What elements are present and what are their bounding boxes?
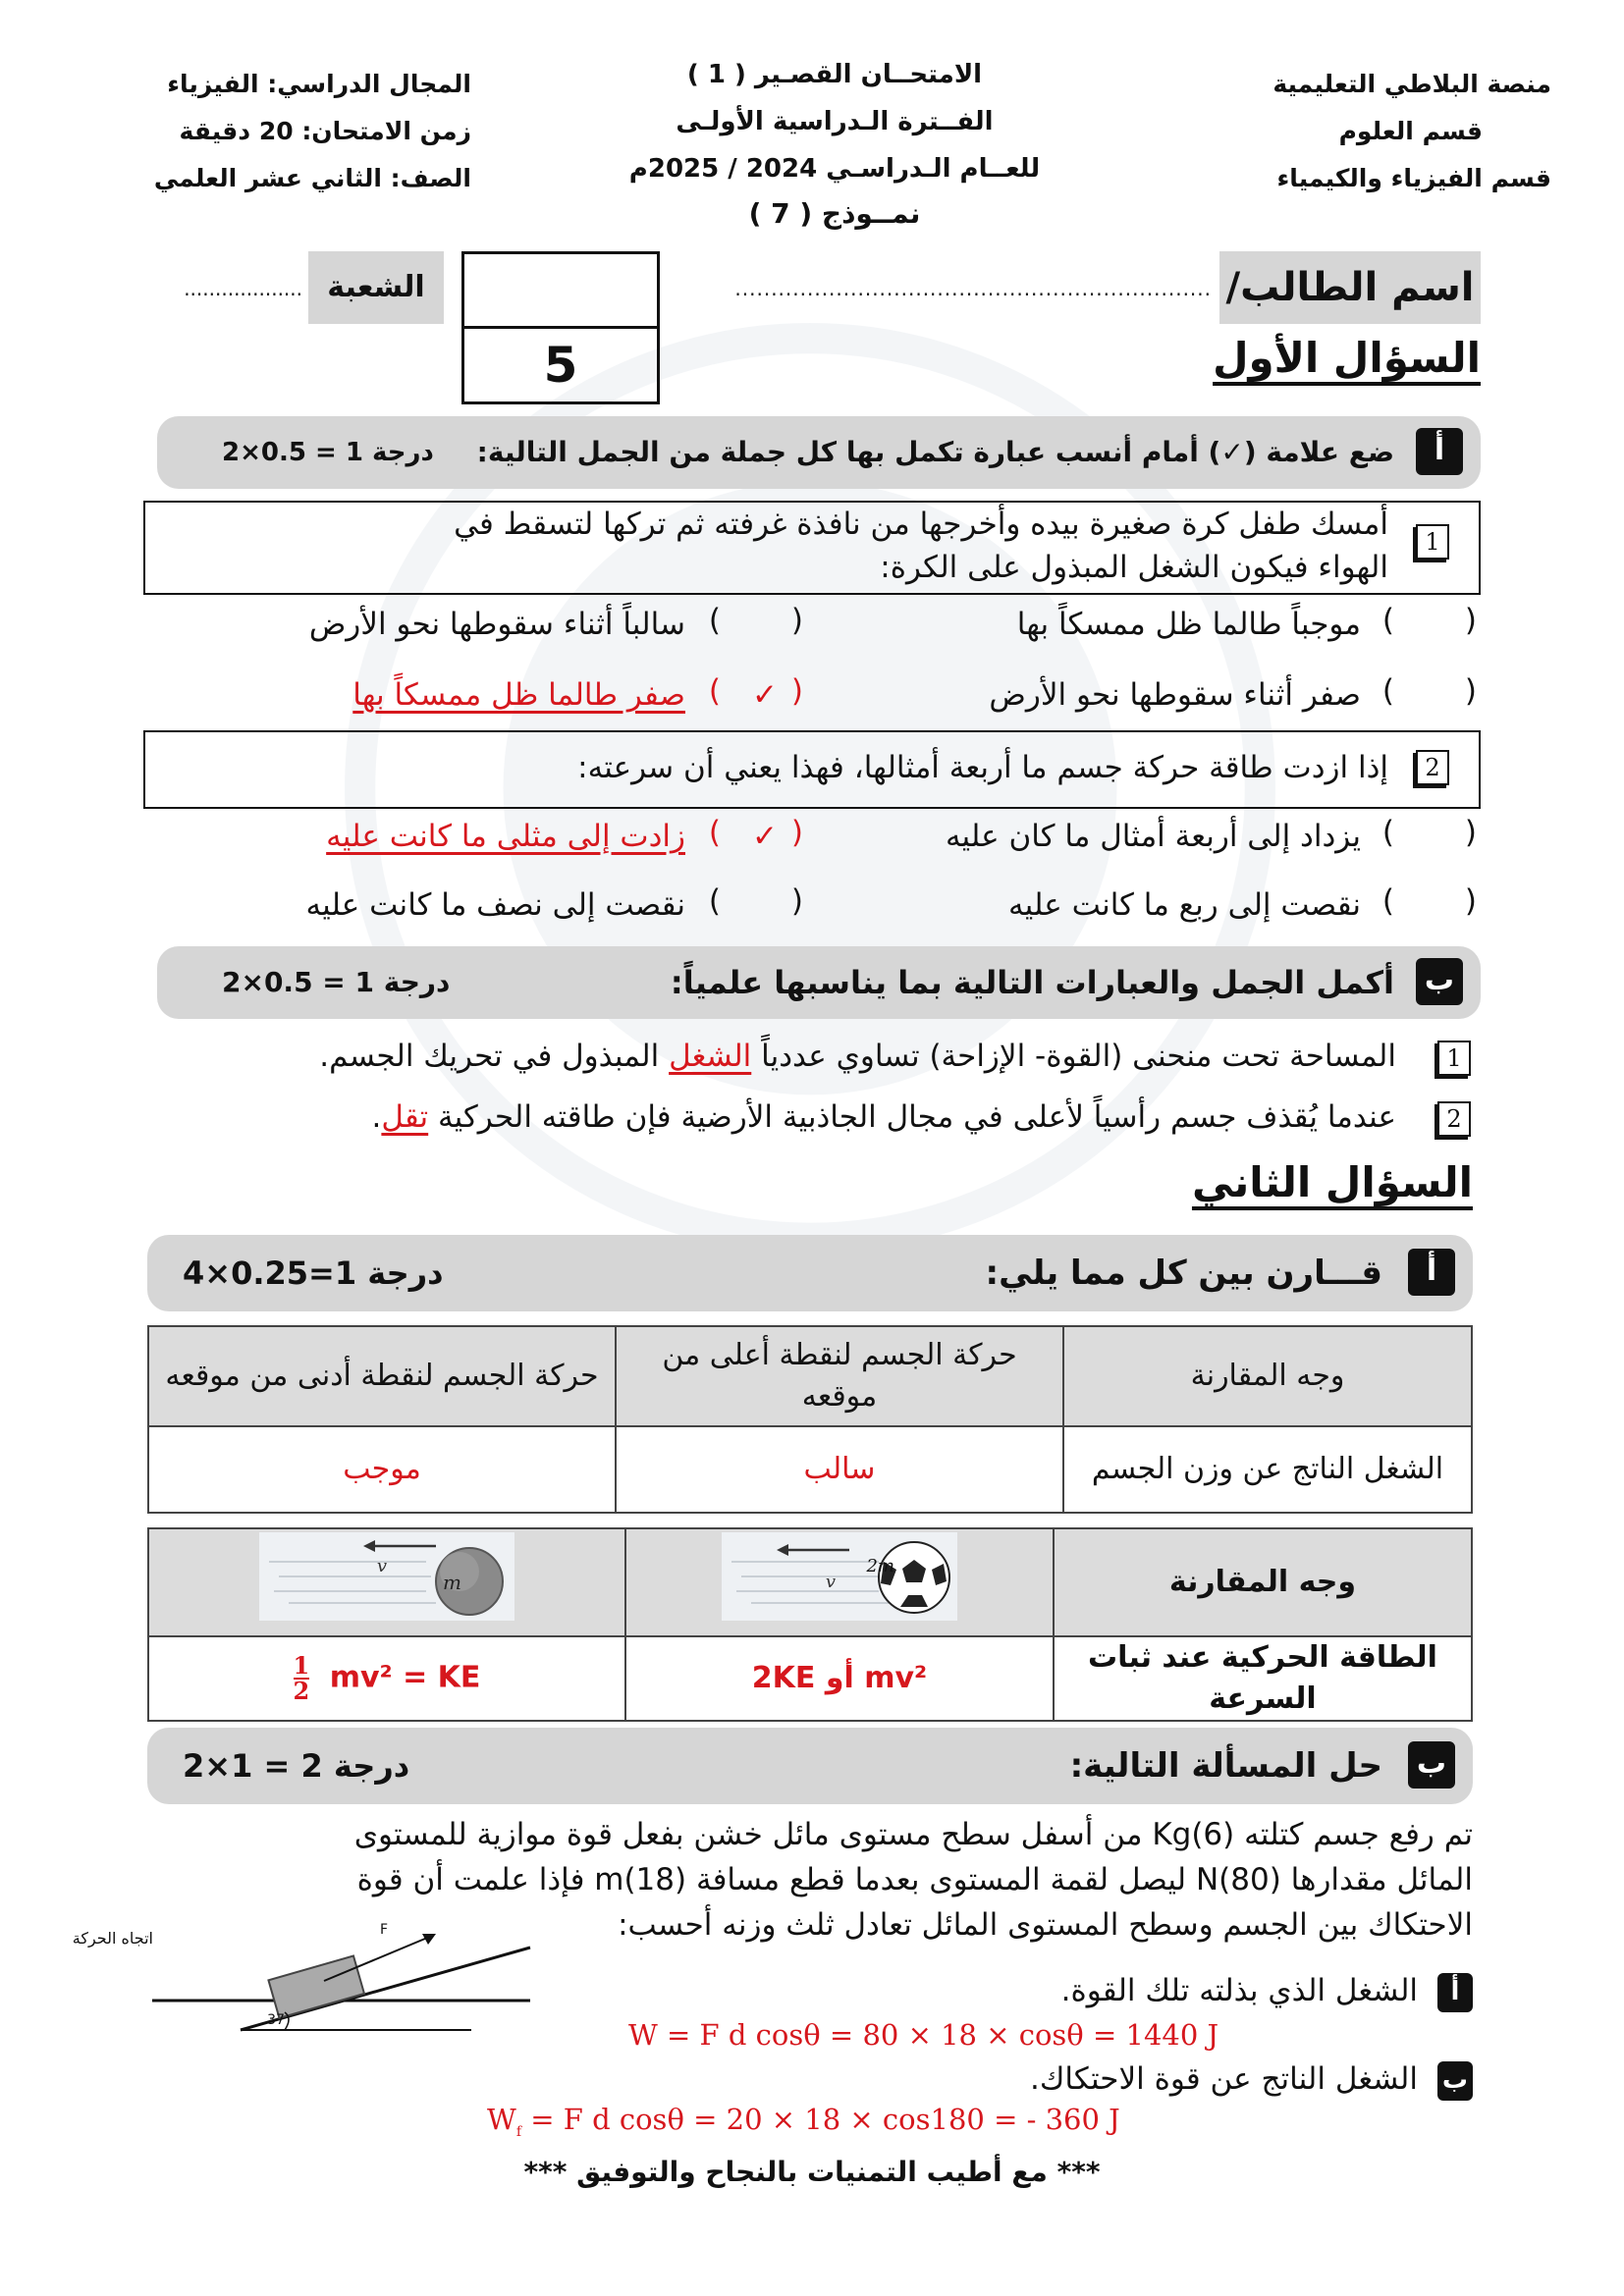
q1-title: السؤال الأول	[1213, 334, 1481, 382]
comparison-table-1	[147, 1325, 1473, 1514]
score-value: 5	[543, 337, 578, 394]
subject-field: المجال الدراسي: الفيزياء	[167, 70, 471, 98]
t1-row-label: الشغل الناتج عن وزن الجسم	[1063, 1426, 1472, 1513]
t1-answer-down: موجب	[148, 1426, 616, 1513]
q1-part-a-bar	[157, 416, 1481, 489]
t1-header-up: حركة الجسم لنقطة أعلى من موقعه	[616, 1326, 1063, 1426]
q2-part-a-grade: 4×0.25=1 درجة	[183, 1255, 444, 1292]
t2-img2-v: v	[376, 1556, 387, 1576]
q1-part-b-label: ب	[1416, 958, 1463, 1005]
q1-part-a-label: أ	[1416, 428, 1463, 475]
q2-part-b-title: حل المسألة التالية:	[1069, 1746, 1382, 1786]
q1b-item2-text: عندما يُقذف جسم رأسياً لأعلى في مجال الجاذبية الأرضية فإن طاقته الحركية تقل.	[371, 1099, 1396, 1135]
subdepartment: قسم الفيزياء والكيمياء	[1276, 164, 1551, 192]
q1a-item1-option2: سالباً أثناء سقوطها نحو الأرض	[308, 607, 685, 642]
t2-row-label: الطاقة الحركية عند ثبات السرعة	[1054, 1636, 1472, 1721]
q1b-item2-number: 2	[1437, 1101, 1471, 1137]
exam-title: الامتحــان القصـير ( 1 )	[686, 60, 983, 89]
department: قسم العلوم	[1338, 117, 1483, 145]
t2-image-2m	[625, 1528, 1054, 1636]
q2-part-b-grade: 2×1 = 2 درجة	[183, 1747, 410, 1785]
q1b-item1-text: المساحة تحت منحنى (القوة- الإزاحة) تساوي عددياً الشغل المبذول في تحريك الجسم.	[319, 1039, 1396, 1074]
exam-duration: زمن الامتحان: 20 دقيقة	[179, 117, 471, 145]
q1a-item1-option4-correct: صفر طالما ظل ممسكاً بها	[352, 677, 685, 713]
q1-part-a-grade: 2×0.5 = 1 درجة	[222, 438, 434, 467]
ball-m-image	[259, 1532, 514, 1621]
q1-part-a-title: ضع علامة (✓) أمام أنسب عبارة تكمل بها كل جملة من الجمل التالية:	[476, 436, 1394, 468]
header-center	[609, 57, 1060, 232]
sub-b-text: الشغل الناتج عن قوة الاحتكاك.	[1029, 2061, 1418, 2097]
exam-model: نمــوذج ( 7 )	[748, 197, 921, 230]
q1-part-b-title: أكمل الجمل والعبارات التالية بما يناسبها علمياً:	[670, 964, 1394, 1001]
sub-a-label: أ	[1437, 1973, 1473, 2012]
q2-part-b-bar	[147, 1728, 1473, 1804]
exam-year: للعــام الـدراسـي 2024 / 2025م	[628, 154, 1041, 184]
q1-part-b-grade: 2×0.5 = 1 درجة	[222, 966, 451, 998]
q2-part-a-bar	[147, 1235, 1473, 1311]
q1a-item2-stem: إذا ازدت طاقة حركة جسم ما أربعة أمثالها، فهذا يعني أن سرعته:	[577, 750, 1388, 785]
q1b-item2-answer: تقل	[381, 1099, 429, 1135]
q1a-item2-option2-correct: زادت إلى مثلى ما كانت عليه	[326, 819, 685, 854]
soccer-ball-2m-image	[722, 1532, 957, 1621]
q1a-item1-option1: موجباً طالما ظل ممسكاً بها	[1016, 607, 1361, 642]
angle-label: 37	[267, 2012, 285, 2028]
q2-part-a-title: قـــارن بين كل مما يلي:	[985, 1254, 1382, 1293]
sub-b-label: ب	[1437, 2061, 1473, 2101]
header-right	[1227, 67, 1551, 196]
problem-statement: تم رفع جسم كتلته Kg(6) من أسفل سطح مستوى مائل خشن بفعل قوة موازية للمستوى المائل مقدارها N(80) ليصل لقمة المستوى بعدما قطع مسافة m(18) فإذا علمت أن قوة الاحتكاك بين الجسم وسطح المستوى المائل تعادل ثلث وزنه أحسب:	[353, 1817, 1473, 1943]
t2-img1-m: 2m	[866, 1556, 894, 1576]
q1a-item1-option3: صفر أثناء سقوطها نحو الأرض	[989, 677, 1361, 713]
footer-wishes: *** مع أطيب التمنيات بالنجاح والتوفيق ***	[523, 2156, 1101, 2188]
t2-img2-m: m	[443, 1571, 461, 1594]
q1b-item1-answer: الشغل	[669, 1039, 752, 1074]
q1a-item2-option3: نقصت إلى ربع ما كانت عليه	[1008, 887, 1361, 923]
t1-header-aspect: وجه المقارنة	[1063, 1326, 1472, 1426]
student-name-label: اسم الطالب/	[1219, 251, 1481, 324]
t1-header-down: حركة الجسم لنقطة أدنى من موقعه	[148, 1326, 616, 1426]
t1-answer-up: سالب	[616, 1426, 1063, 1513]
student-name-field[interactable]: ..................................................................	[734, 277, 1212, 300]
q1a-item1-stem: أمسك طفل كرة صغيرة بيده وأخرجها من نافذة غرفته ثم تركها لتسقط في الهواء فيكون الشغل المبذول على الكرة:	[454, 507, 1388, 585]
score-top-cell	[464, 254, 657, 329]
section-label: الشعبة	[308, 251, 444, 324]
inclined-plane-diagram	[72, 1908, 540, 2036]
t2-image-m	[148, 1528, 625, 1636]
q2-part-a-label: أ	[1408, 1249, 1455, 1296]
sub-a-answer: W = F d cosθ = 80 × 18 × cosθ = 1440 J	[628, 2018, 1219, 2052]
q1a-item1-number: 1	[1416, 524, 1449, 560]
sub-b-answer: $W_f = F$ d cosθ = 20 × 18 × cos180 = - 360 J	[487, 2103, 1120, 2140]
t2-header-aspect: وجه المقارنة	[1054, 1528, 1472, 1636]
motion-direction-label: اتجاه الحركة	[72, 1929, 153, 1948]
q1a-item2-number: 2	[1416, 750, 1449, 785]
section-field[interactable]: ...................	[184, 277, 302, 300]
exam-term: الفــترة الـدراسية الأولـى	[676, 107, 994, 136]
school-name: منصة البلاطي التعليمية	[1272, 70, 1551, 98]
grade-level: الصف: الثاني عشر العلمي	[153, 164, 471, 192]
q2-title: السؤال الثاني	[1191, 1158, 1473, 1206]
t2-answer-m: $\frac{1}{2}$ mv² = KE	[148, 1636, 625, 1721]
comparison-table-2	[147, 1527, 1473, 1722]
q2-part-b-label: ب	[1408, 1741, 1455, 1789]
q1a-item2-option1: يزداد إلى أربعة أمثال ما كان عليه	[945, 819, 1361, 854]
q1b-item1-number: 1	[1437, 1041, 1471, 1076]
t2-answer-2m: 2KE أو mv²	[625, 1636, 1054, 1721]
q1a-item1-check: ✓	[752, 677, 778, 713]
t2-img1-v: v	[825, 1572, 836, 1592]
score-box	[461, 251, 660, 404]
q1a-item2-option4: نقصت إلى نصف ما كانت عليه	[305, 887, 685, 923]
q1a-item2-check: ✓	[752, 819, 778, 854]
sub-a-text: الشغل الذي بذلته تلك القوة.	[1060, 1973, 1418, 2008]
half-fraction: $\frac{1}{2}$	[293, 1651, 310, 1705]
q1-part-b-bar	[157, 946, 1481, 1019]
header-left	[137, 67, 471, 196]
force-label: F	[379, 1922, 388, 1938]
